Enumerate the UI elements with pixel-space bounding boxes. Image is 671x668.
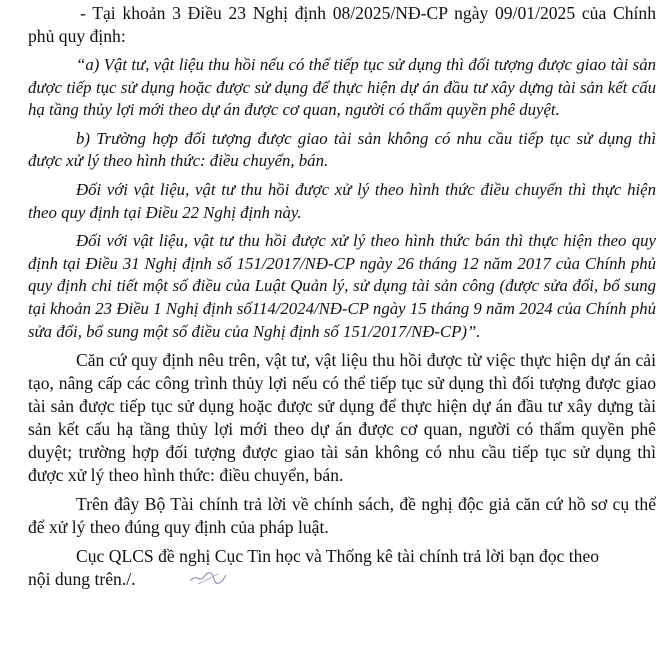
document-body bbox=[28, 2, 656, 599]
closing-line-2: nội dung trên./. bbox=[28, 569, 136, 590]
closing-paragraph bbox=[28, 545, 656, 593]
quoted-clause-b: b) Trường hợp đối tượng được giao tài sản không có nhu cầu tiếp tục sử dụng thì được xử lý theo hình thức: điều chuyển, bán. bbox=[28, 128, 656, 171]
quoted-clause-a: “a) Vật tư, vật liệu thu hồi nếu có thể tiếp tục sử dụng thì đối tượng được giao tài sản được tiếp tục sử dụng hoặc được sử dụng để thực hiện dự án đầu tư xây dựng tài sản kết cấu hạ tầng thủy lợi mới theo dự án được cơ quan, người có thẩm quyền phê duyệt. bbox=[28, 55, 656, 120]
handwritten-signature-icon bbox=[140, 569, 228, 593]
answer-paragraph: Trên đây Bộ Tài chính trả lời về chính sách, đề nghị độc giả căn cứ hồ sơ cụ thể để xử lý theo đúng quy định của pháp luật. bbox=[28, 494, 656, 538]
quoted-transfer-rule: Đối với vật liệu, vật tư thu hồi được xử lý theo hình thức điều chuyển thì thực hiện theo quy định tại Điều 22 Nghị định này. bbox=[28, 179, 656, 222]
quoted-sale-rule: Đối với vật liệu, vật tư thu hồi được xử lý theo hình thức bán thì thực hiện theo quy định tại Điều 31 Nghị định số 151/2017/NĐ-CP ngày 26 tháng 12 năm 2017 của Chính phủ quy định chi tiết một số điều của Luật Quản lý, sử dụng tài sản công (được sửa đổi, bổ sung tại khoản 23 Điều 1 Nghị định số114/2024/NĐ-CP ngày 15 tháng 9 năm 2024 của Chính phủ sửa đổi, bổ sung một số điều của Nghị định số 151/2017/NĐ-CP)”. bbox=[28, 231, 656, 341]
conclusion-paragraph: Căn cứ quy định nêu trên, vật tư, vật liệu thu hồi được từ việc thực hiện dự án cải tạo, nâng cấp các công trình thủy lợi nếu có thể tiếp tục sử dụng thì đối tượng được giao tài sản được tiếp tục sử dụng hoặc được sử dụng để thực hiện dự án đầu tư xây dựng tài sản kết cấu hạ tầng thủy lợi mới theo dự án được cơ quan, người có thẩm quyền phê duyệt; trường hợp đối tượng được giao tài sản không có nhu cầu tiếp tục sử dụng thì được xử lý theo hình thức: điều chuyển, bán. bbox=[28, 350, 656, 486]
closing-line-1: Cục QLCS đề nghị Cục Tin học và Thống kê tài chính trả lời bạn đọc theo bbox=[76, 546, 600, 567]
intro-paragraph: - Tại khoản 3 Điều 23 Nghị định 08/2025/NĐ-CP ngày 09/01/2025 của Chính phủ quy định: bbox=[28, 3, 656, 46]
